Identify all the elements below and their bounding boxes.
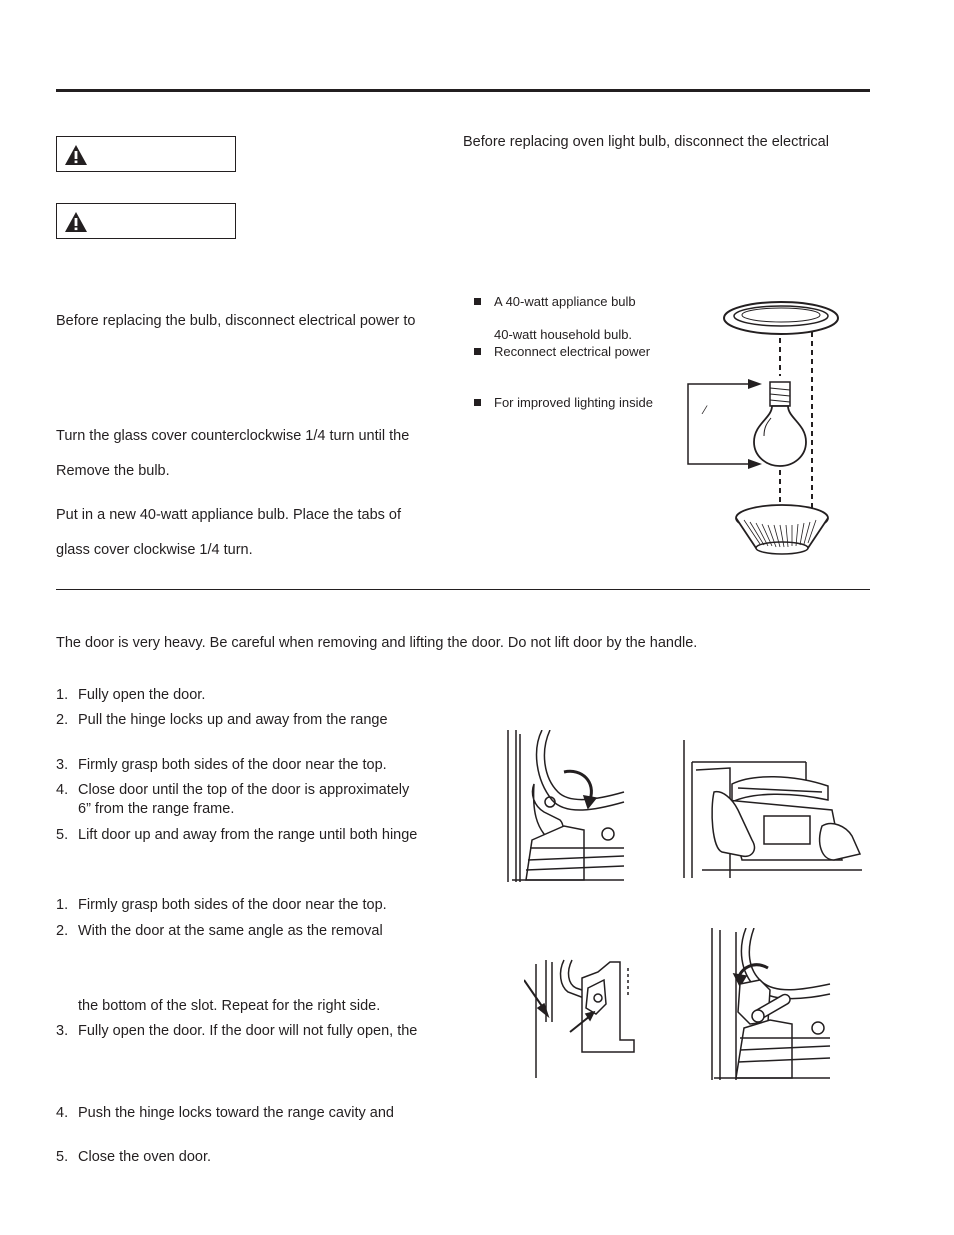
bulb-replacement-diagram bbox=[676, 296, 846, 562]
warning-triangle-icon bbox=[64, 144, 88, 166]
bullet-appliance-bulb: A 40-watt appliance bulb bbox=[474, 294, 636, 310]
bullet-square-icon bbox=[474, 399, 481, 406]
replace-step: 4. Push the hinge locks toward the range cavity and bbox=[56, 1105, 394, 1121]
hinge-slot-illustration bbox=[524, 958, 640, 1080]
warning-box-1 bbox=[56, 136, 236, 172]
replace-step: 5. Close the oven door. bbox=[56, 1149, 212, 1165]
step-turn-cover: Turn the glass cover counterclockwise 1/4 turn until the bbox=[56, 428, 410, 444]
replace-step: 2. With the door at the same angle as the removal bbox=[56, 923, 383, 939]
step-remove-bulb: Remove the bulb. bbox=[56, 463, 170, 479]
door-lift-illustration bbox=[682, 740, 862, 880]
step-clockwise: glass cover clockwise 1/4 turn. bbox=[56, 542, 253, 558]
removal-step: 5. Lift door up and away from the range until both hinge bbox=[56, 827, 418, 843]
oven-light-intro: Before replacing oven light bulb, disconnect the electrical bbox=[463, 134, 829, 150]
diagram-label: ⁄ bbox=[704, 403, 707, 417]
section-divider bbox=[56, 589, 870, 590]
replace-step-continued: the bottom of the slot. Repeat for the right side. bbox=[78, 998, 381, 1014]
warning-triangle-icon bbox=[64, 211, 88, 233]
bullet-reconnect-power: Reconnect electrical power bbox=[474, 344, 650, 360]
top-rule bbox=[56, 89, 870, 92]
household-bulb-note: 40-watt household bulb. bbox=[494, 327, 633, 342]
step-new-bulb: Put in a new 40-watt appliance bulb. Place the tabs of bbox=[56, 507, 401, 523]
bullet-square-icon bbox=[474, 298, 481, 305]
hinge-lock-push-illustration bbox=[710, 928, 834, 1082]
bullet-improved-lighting: For improved lighting inside bbox=[474, 395, 653, 411]
removal-step-continued: 6” from the range frame. bbox=[78, 801, 235, 817]
removal-step: 1. Fully open the door. bbox=[56, 687, 206, 703]
replace-step: 3. Fully open the door. If the door will not fully open, the bbox=[56, 1023, 418, 1039]
removal-step: 2. Pull the hinge locks up and away from the range bbox=[56, 712, 388, 728]
bulb-intro-text: Before replacing the bulb, disconnect electrical power to bbox=[56, 313, 416, 329]
hinge-lock-pull-illustration bbox=[504, 730, 628, 884]
door-caution-text: The door is very heavy. Be careful when removing and lifting the door. Do not lift door by the handle. bbox=[56, 635, 698, 651]
bullet-square-icon bbox=[474, 348, 481, 355]
replace-step: 1. Firmly grasp both sides of the door near the top. bbox=[56, 897, 387, 913]
removal-step: 4. Close door until the top of the door is approximately bbox=[56, 782, 410, 798]
warning-box-2 bbox=[56, 203, 236, 239]
removal-step: 3. Firmly grasp both sides of the door near the top. bbox=[56, 757, 387, 773]
